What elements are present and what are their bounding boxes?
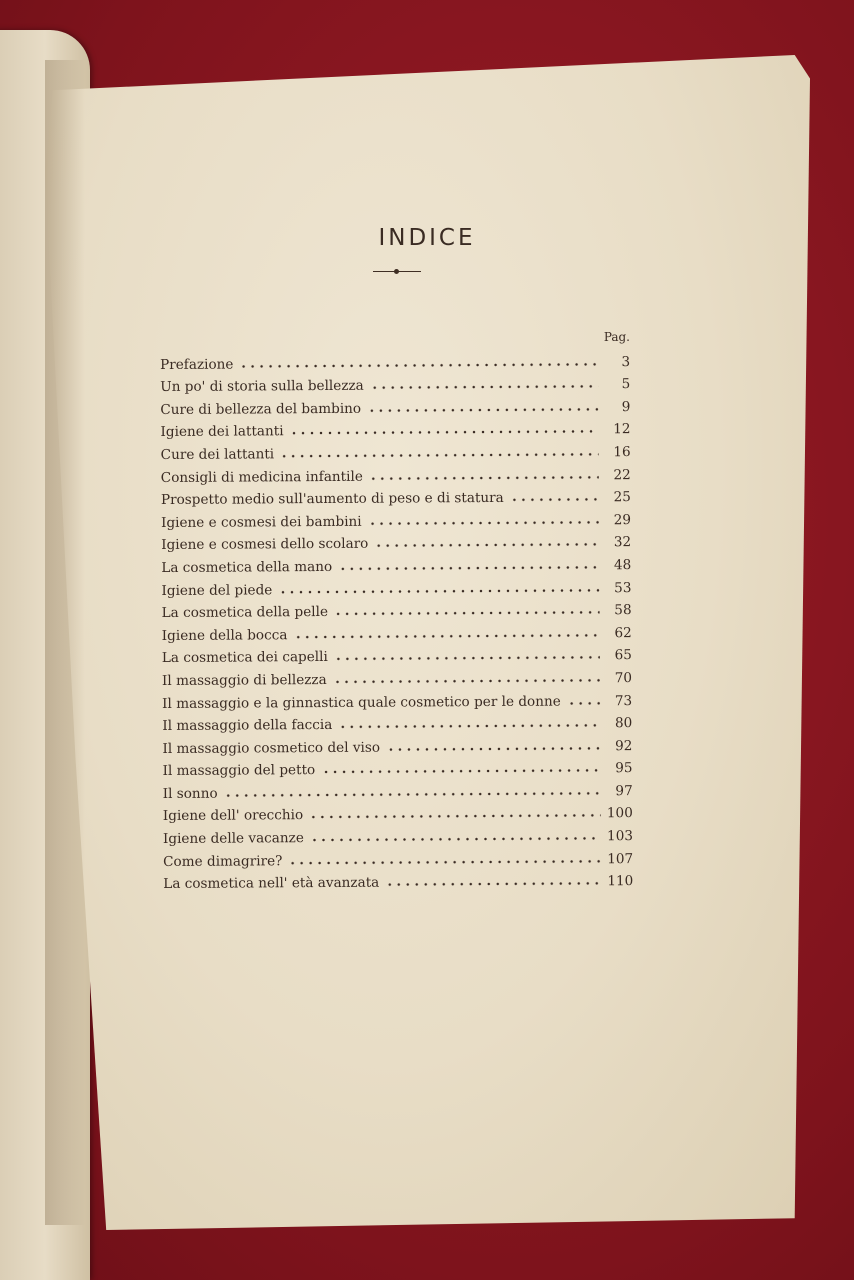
toc-leader-dots <box>367 406 598 413</box>
toc-entry <box>163 776 633 801</box>
toc-entry <box>161 438 631 463</box>
toc-entry <box>163 799 633 824</box>
toc-entry-page: 62 <box>614 624 632 641</box>
toc-entry-title: Igiene delle vacanze <box>162 830 304 848</box>
toc-entry-title: Cure di bellezza del bambino <box>160 400 362 418</box>
toc-entry-page: 95 <box>615 760 633 777</box>
toc-entry <box>161 550 631 575</box>
toc-entry-title: Il massaggio della faccia <box>162 717 333 735</box>
toc-entry-page: 107 <box>607 850 634 867</box>
toc-entry-page: 110 <box>607 873 634 890</box>
title-ornament <box>373 268 421 276</box>
toc-entry <box>160 370 630 395</box>
page-column-label: Pag. <box>603 330 630 344</box>
toc-entry-title: Consigli di medicina infantile <box>160 468 363 486</box>
toc-entry <box>160 415 630 440</box>
toc-entry-page: 80 <box>614 715 633 732</box>
toc-leader-dots <box>288 858 601 866</box>
toc-entry <box>161 505 631 530</box>
toc-entry <box>163 822 633 847</box>
toc-leader-dots <box>280 451 599 459</box>
toc-leader-dots <box>567 700 600 706</box>
toc-leader-dots <box>224 790 601 798</box>
toc-entry <box>161 483 631 508</box>
toc-entry <box>162 641 632 666</box>
toc-leader-dots <box>510 496 599 503</box>
toc-entry-page: 12 <box>613 421 631 438</box>
toc-entry-page: 53 <box>614 579 632 596</box>
toc-entry <box>160 347 630 372</box>
toc-entry <box>162 596 632 621</box>
table-of-contents <box>160 347 633 892</box>
toc-entry-title: Prospetto medio sull'aumento di peso e di statura <box>160 490 504 509</box>
toc-entry <box>163 867 633 892</box>
toc-entry-title: La cosmetica dei capelli <box>161 649 328 667</box>
toc-entry-page: 92 <box>615 737 633 754</box>
toc-leader-dots <box>278 587 599 595</box>
toc-entry-page: 103 <box>606 828 634 845</box>
toc-leader-dots <box>293 632 599 640</box>
toc-entry-title: Igiene dell' orecchio <box>162 807 304 825</box>
toc-entry-page: 65 <box>614 647 632 664</box>
toc-entry-page: 9 <box>621 398 631 415</box>
toc-entry-title: Igiene del piede <box>161 581 273 599</box>
toc-entry-title: Cure dei lattanti <box>160 446 275 463</box>
toc-leader-dots <box>338 564 599 572</box>
toc-entry <box>163 844 633 869</box>
toc-entry-page: 5 <box>621 376 631 393</box>
toc-entry-title: Il sonno <box>162 785 218 802</box>
toc-leader-dots <box>290 429 599 437</box>
toc-leader-dots <box>338 722 600 730</box>
toc-entry-title: Igiene della bocca <box>161 626 288 644</box>
toc-entry <box>161 460 631 485</box>
toc-entry-page: 25 <box>613 489 631 506</box>
toc-leader-dots <box>370 384 599 391</box>
toc-entry-page: 3 <box>621 353 631 370</box>
toc-entry-title: Un po' di storia sulla bellezza <box>160 377 364 396</box>
toc-leader-dots <box>310 835 601 843</box>
toc-entry <box>162 686 632 711</box>
toc-entry-title: Igiene e cosmesi dello scolaro <box>161 536 369 554</box>
toc-entry <box>162 731 632 756</box>
toc-leader-dots <box>385 881 601 888</box>
toc-leader-dots <box>374 542 599 549</box>
toc-entry-title: La cosmetica nell' età avanzata <box>163 874 380 893</box>
toc-entry-page: 100 <box>606 805 633 822</box>
toc-entry-title: Prefazione <box>160 356 234 373</box>
toc-entry-page: 97 <box>615 782 633 800</box>
toc-entry <box>162 663 632 688</box>
toc-leader-dots <box>321 768 600 776</box>
toc-leader-dots <box>334 655 600 663</box>
toc-entry-title: La cosmetica della pelle <box>161 604 329 622</box>
ornament-dot <box>394 269 399 274</box>
toc-leader-dots <box>368 519 599 526</box>
toc-entry-title: Il massaggio e la ginnastica quale cosmetico per le donne <box>162 693 561 712</box>
toc-leader-dots <box>334 609 600 617</box>
toc-entry-title: Il massaggio di bellezza <box>161 671 327 689</box>
toc-entry-page: 58 <box>614 602 632 619</box>
toc-entry-page: 70 <box>614 670 633 687</box>
toc-leader-dots <box>386 745 600 752</box>
toc-entry-page: 73 <box>614 692 633 709</box>
toc-leader-dots <box>239 361 598 369</box>
toc-entry <box>162 709 632 734</box>
toc-entry-page: 48 <box>613 557 632 574</box>
toc-leader-dots <box>333 677 600 685</box>
toc-entry-page: 32 <box>613 534 632 551</box>
toc-leader-dots <box>309 813 601 821</box>
toc-entry <box>161 573 631 598</box>
toc-entry-title: Il massaggio cosmetico del viso <box>162 739 381 757</box>
page-title: INDICE <box>378 225 476 251</box>
toc-entry-title: Igiene e cosmesi dei bambini <box>161 513 362 531</box>
toc-entry-title: La cosmetica della mano <box>161 558 333 576</box>
toc-entry-title: Igiene dei lattanti <box>160 423 284 441</box>
toc-entry-page: 22 <box>613 466 631 483</box>
toc-entry-page: 16 <box>613 444 631 461</box>
toc-entry-page: 29 <box>613 511 632 528</box>
toc-entry <box>162 618 632 643</box>
toc-entry-title: Il massaggio del petto <box>162 762 316 780</box>
toc-leader-dots <box>369 474 599 481</box>
toc-entry <box>161 528 631 553</box>
toc-entry <box>160 392 630 417</box>
toc-entry-title: Come dimagrire? <box>163 852 283 870</box>
toc-entry <box>162 754 632 779</box>
